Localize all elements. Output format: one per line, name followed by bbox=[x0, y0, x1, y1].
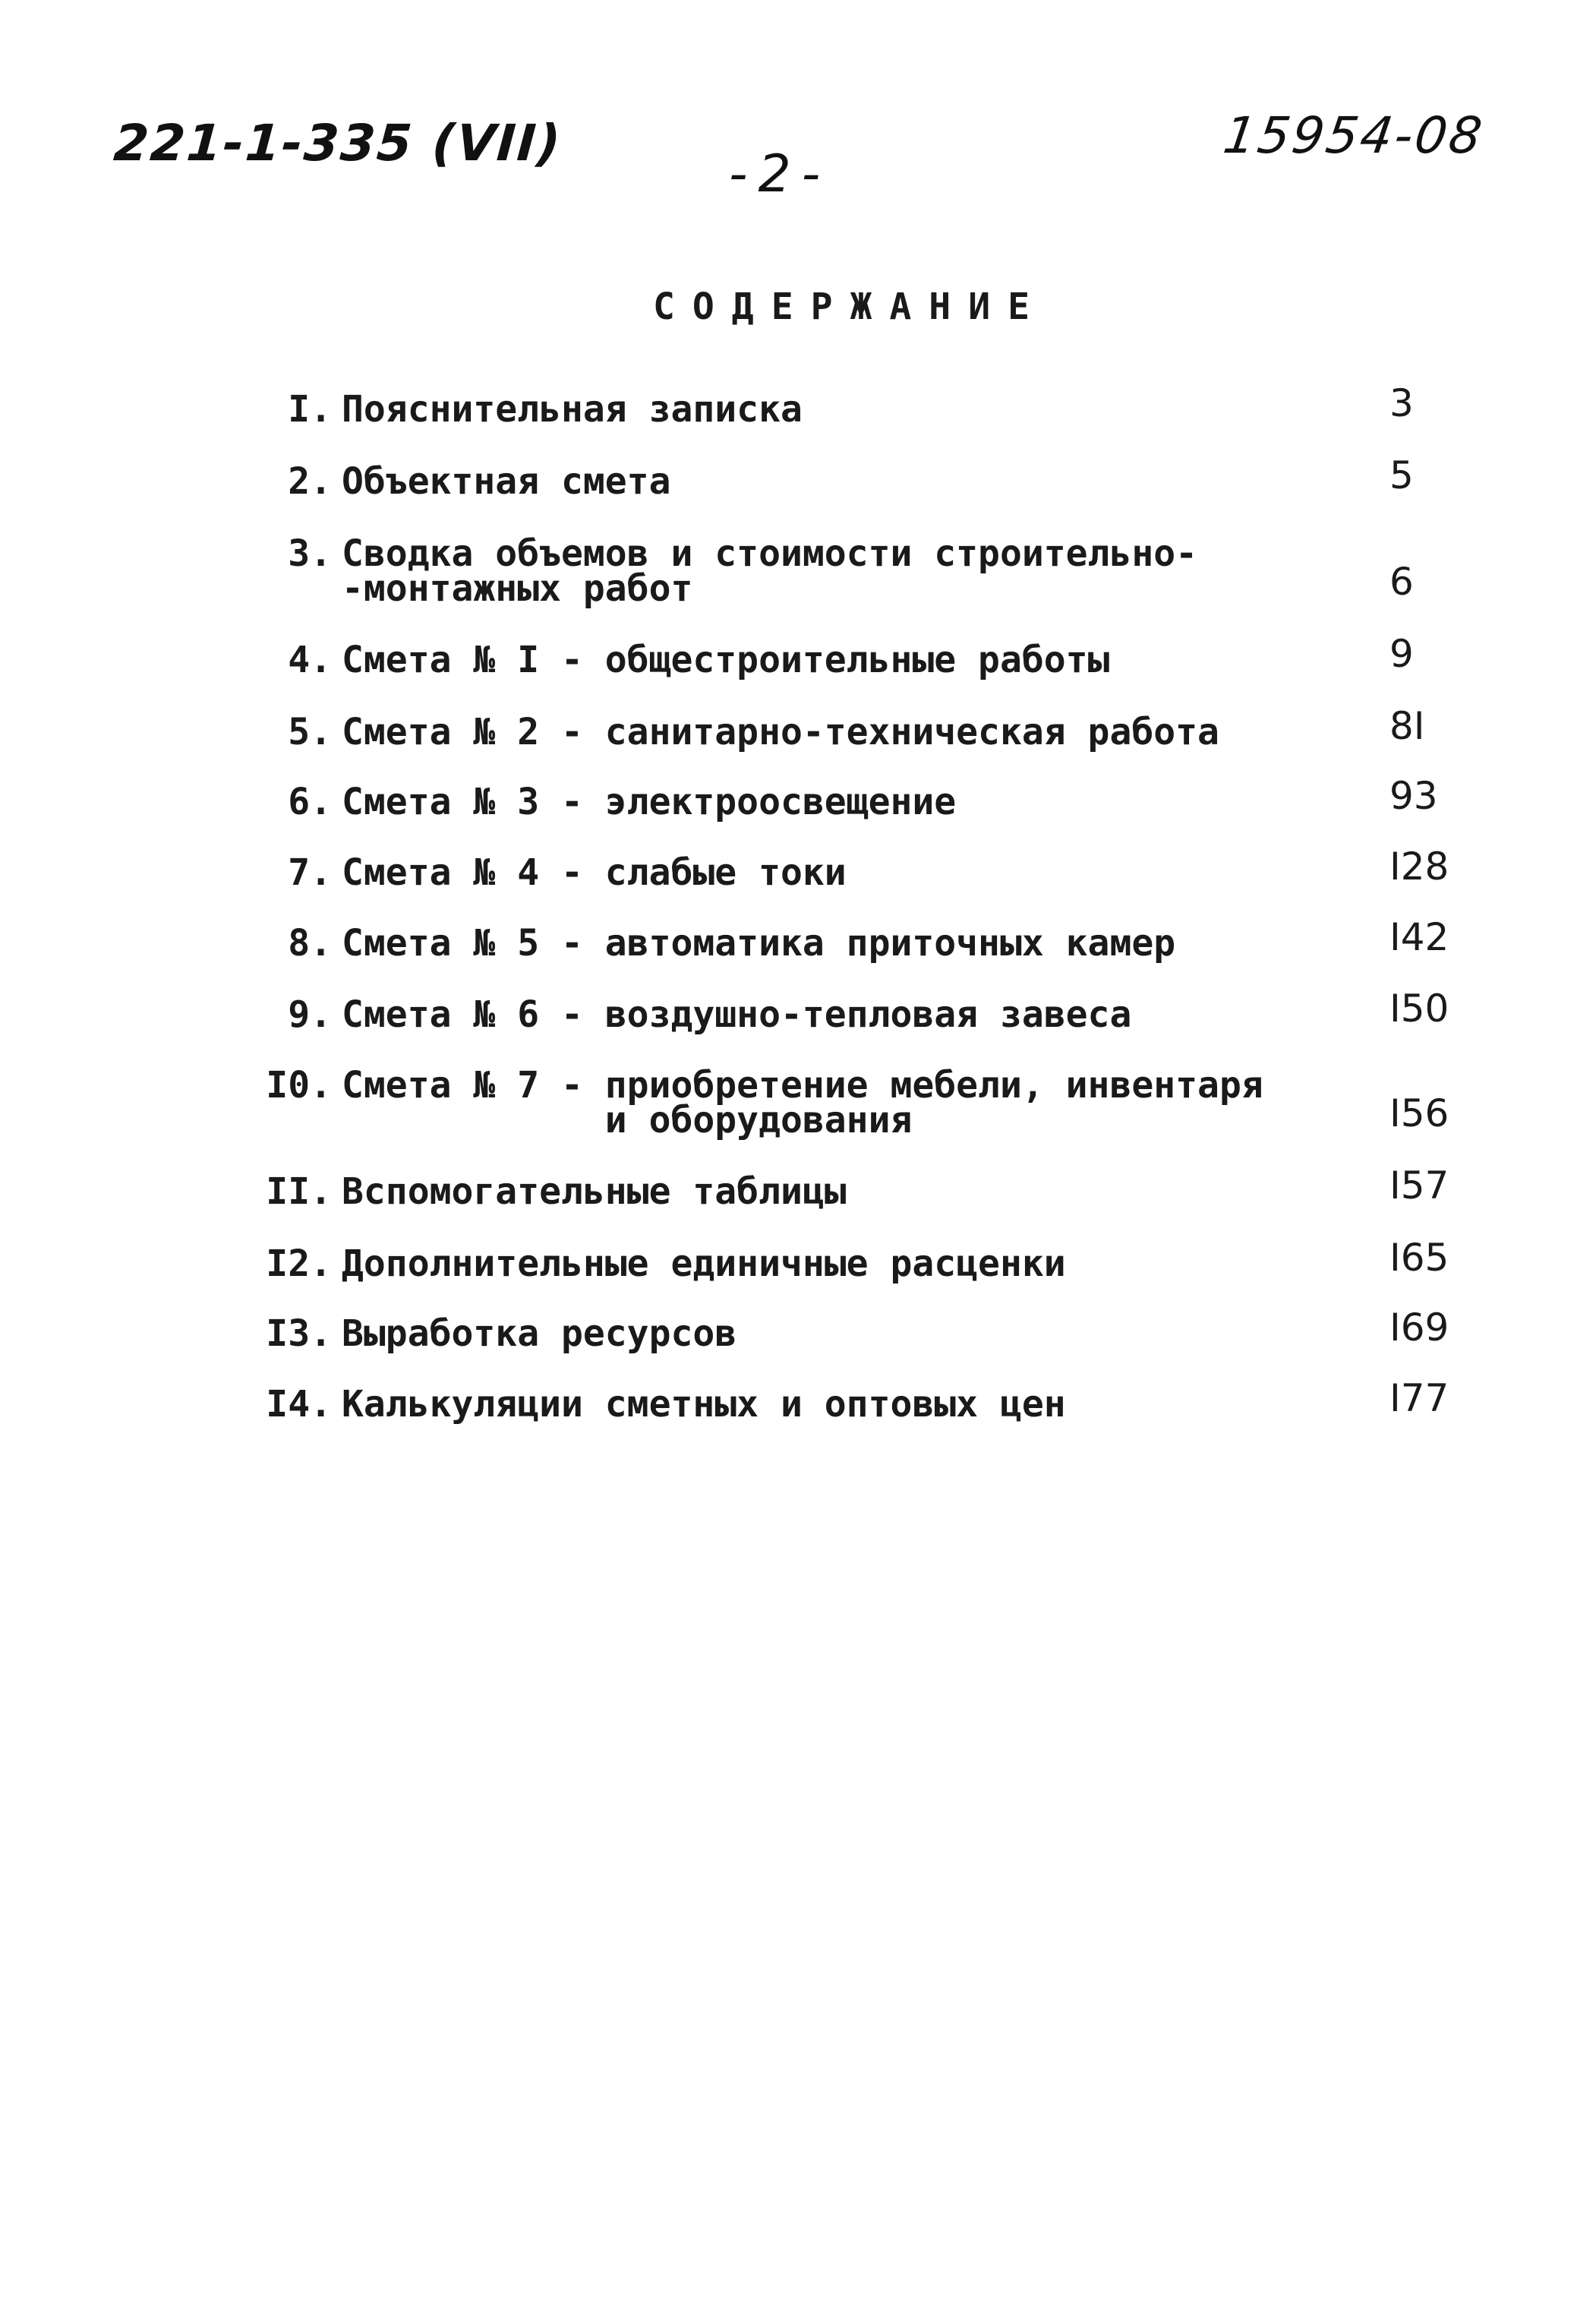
toc-entry-page: I56 bbox=[1389, 1091, 1449, 1135]
toc-entry-title-line: Смета № 7 - приобретение мебели, инвентаря bbox=[342, 1064, 1263, 1107]
toc-entry-title-line: Сводка объемов и стоимости строительно- bbox=[342, 532, 1198, 575]
toc-entry-number: I2. bbox=[266, 1242, 332, 1285]
toc-entry-title-line: Смета № 6 - воздушно-тепловая завеса bbox=[342, 993, 1132, 1036]
toc-entry-title-line: Калькуляции сметных и оптовых цен bbox=[342, 1383, 1066, 1426]
toc-entry-title bbox=[342, 781, 1352, 823]
toc-entry-number: 9. bbox=[288, 993, 332, 1036]
toc-entry-title bbox=[342, 993, 1352, 1036]
toc-entry-page: I28 bbox=[1389, 845, 1449, 889]
toc-entry-title bbox=[342, 1383, 1352, 1426]
toc-entry-page: 5 bbox=[1389, 453, 1414, 497]
toc-entry-number: I3. bbox=[266, 1312, 332, 1355]
toc-entry-number: 7. bbox=[288, 851, 332, 894]
toc-entry-page: I50 bbox=[1389, 987, 1449, 1031]
toc-entry-title bbox=[342, 1170, 1352, 1213]
toc-entry-title-line: и оборудования bbox=[342, 1099, 913, 1141]
toc-entry-number: 2. bbox=[288, 460, 332, 503]
toc-entry-title bbox=[342, 1064, 1352, 1141]
toc-entry-title bbox=[342, 460, 1352, 503]
toc-entry-number: 6. bbox=[288, 781, 332, 823]
toc-entry-title bbox=[342, 922, 1352, 965]
toc-entry-number: 5. bbox=[288, 711, 332, 753]
toc-entry-title-line: Смета № 2 - санитарно-техническая работа bbox=[342, 711, 1219, 753]
toc-entry-number: I0. bbox=[266, 1064, 332, 1107]
toc-entry-page: 9 bbox=[1389, 632, 1414, 676]
toc-entry-title bbox=[342, 1312, 1352, 1355]
toc-entry-page: I69 bbox=[1389, 1306, 1449, 1350]
toc-entry-title bbox=[342, 851, 1352, 894]
toc-entry-title-line: Смета № 5 - автоматика приточных камер bbox=[342, 922, 1176, 965]
toc-entry-number: I. bbox=[288, 388, 332, 431]
toc-entry-page: I57 bbox=[1389, 1164, 1449, 1208]
page-number: -2- bbox=[729, 144, 831, 204]
toc-entry-title-line: -монтажных работ bbox=[342, 567, 693, 610]
toc-entry-page: I42 bbox=[1389, 915, 1449, 959]
toc-entry-title bbox=[342, 388, 1352, 431]
toc-entry-title-line: Смета № I - общестроительные работы bbox=[342, 639, 1110, 681]
toc-entry-number: II. bbox=[266, 1170, 332, 1213]
toc-entry-page: I77 bbox=[1389, 1376, 1449, 1420]
toc-entry-title-line: Объектная смета bbox=[342, 460, 671, 503]
toc-entry-title-line: Пояснительная записка bbox=[342, 388, 803, 431]
toc-entry-title-line: Вспомогательные таблицы bbox=[342, 1170, 847, 1213]
toc-entry-page: I65 bbox=[1389, 1236, 1449, 1280]
archive-number: 15954-08 bbox=[1219, 106, 1488, 165]
toc-entry-title bbox=[342, 532, 1352, 610]
toc-entry-title bbox=[342, 1242, 1352, 1285]
toc-entry-title-line: Смета № 3 - электроосвещение bbox=[342, 781, 957, 823]
toc-entry-page: 93 bbox=[1389, 774, 1438, 818]
toc-entry-title-line: Смета № 4 - слабые токи bbox=[342, 851, 847, 894]
toc-entry-page: 8I bbox=[1389, 704, 1425, 748]
toc-entry-number: 3. bbox=[288, 532, 332, 575]
toc-entry-page: 6 bbox=[1389, 560, 1414, 604]
toc-entry-title-line: Выработка ресурсов bbox=[342, 1312, 737, 1355]
contents-title: СОДЕРЖАНИЕ bbox=[653, 286, 1047, 328]
toc-entry-title bbox=[342, 639, 1352, 681]
toc-entry-title bbox=[342, 711, 1352, 753]
document-code: 221-1-335 (VII) bbox=[112, 114, 564, 172]
toc-entry-number: 4. bbox=[288, 639, 332, 681]
toc-entry-number: 8. bbox=[288, 922, 332, 965]
toc-entry-title-line: Дополнительные единичные расценки bbox=[342, 1242, 1066, 1285]
toc-entry-page: 3 bbox=[1389, 381, 1414, 425]
toc-entry-number: I4. bbox=[266, 1383, 332, 1426]
